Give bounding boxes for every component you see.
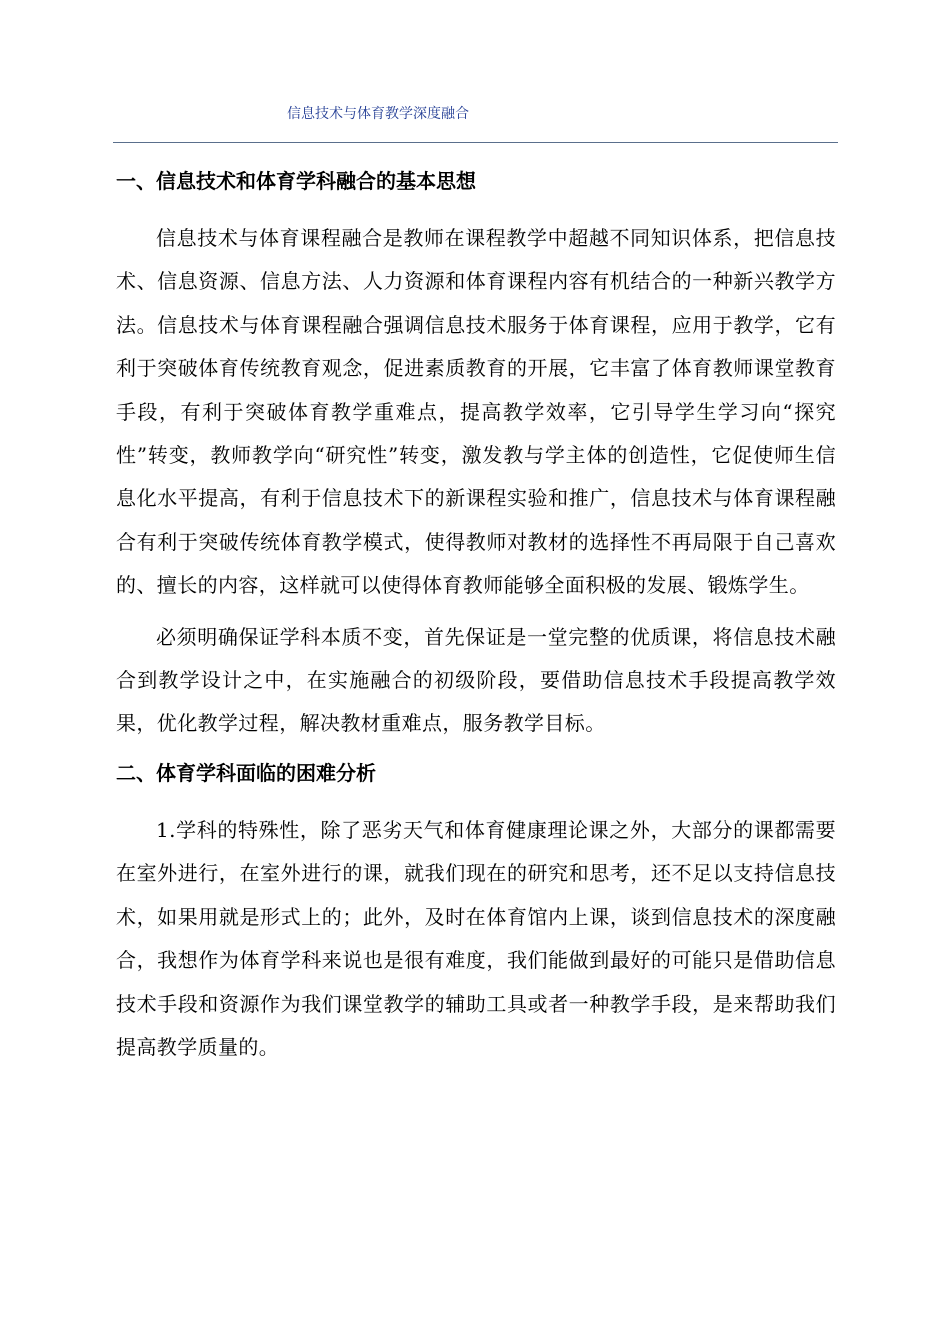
section-heading-1: 一、信息技术和体育学科融合的基本思想 xyxy=(116,169,476,193)
header-rule xyxy=(113,142,838,143)
document-body xyxy=(116,160,836,1069)
section-1-paragraph-2: 必须明确保证学科本质不变，首先保证是一堂完整的优质课，将信息技术融合到教学设计之中，在实施融合的初级阶段，要借助信息技术手段提高教学效果，优化教学过程，解决教材重难点，服务教学目标。 xyxy=(116,624,836,736)
section-2-paragraph-1: 1.学科的特殊性，除了恶劣天气和体育健康理论课之外，大部分的课都需要在室外进行，在室外进行的课，就我们现在的研究和思考，还不足以支持信息技术，如果用就是形式上的；此外，及时在体育馆内上课，谈到信息技术的深度融合，我想作为体育学科来说也是很有难度，我们能做到最好的可能只是借助信息技术手段和资源作为我们课堂教学的辅助工具或者一种教学手段，是来帮助我们提高教学质量的。 xyxy=(116,817,836,1059)
running-header: 信息技术与体育教学深度融合 xyxy=(287,106,469,122)
section-heading-2: 二、体育学科面临的困难分析 xyxy=(116,760,376,785)
section-1-paragraph-1: 信息技术与体育课程融合是教师在课程教学中超越不同知识体系，把信息技术、信息资源、信息方法、人力资源和体育课程内容有机结合的一种新兴教学方法。信息技术与体育课程融合强调信息技术服务于体育课程，应用于教学，它有利于突破体育传统教育观念，促进素质教育的开展，它丰富了体育教师课堂教育手段，有利于突破体育教学重难点，提高教学效率，它引导学生学习向“探究性”转变，教师教学向“研究性”转变，激发教与学主体的创造性，它促使师生信息化水平提高，有利于信息技术下的新课程实验和推广，信息技术与体育课程融合有利于突破传统体育教学模式，使得教师对教材的选择性不再局限于自己喜欢的、擅长的内容，这样就可以使得体育教师能够全面积极的发展、锻炼学生。 xyxy=(116,226,836,598)
